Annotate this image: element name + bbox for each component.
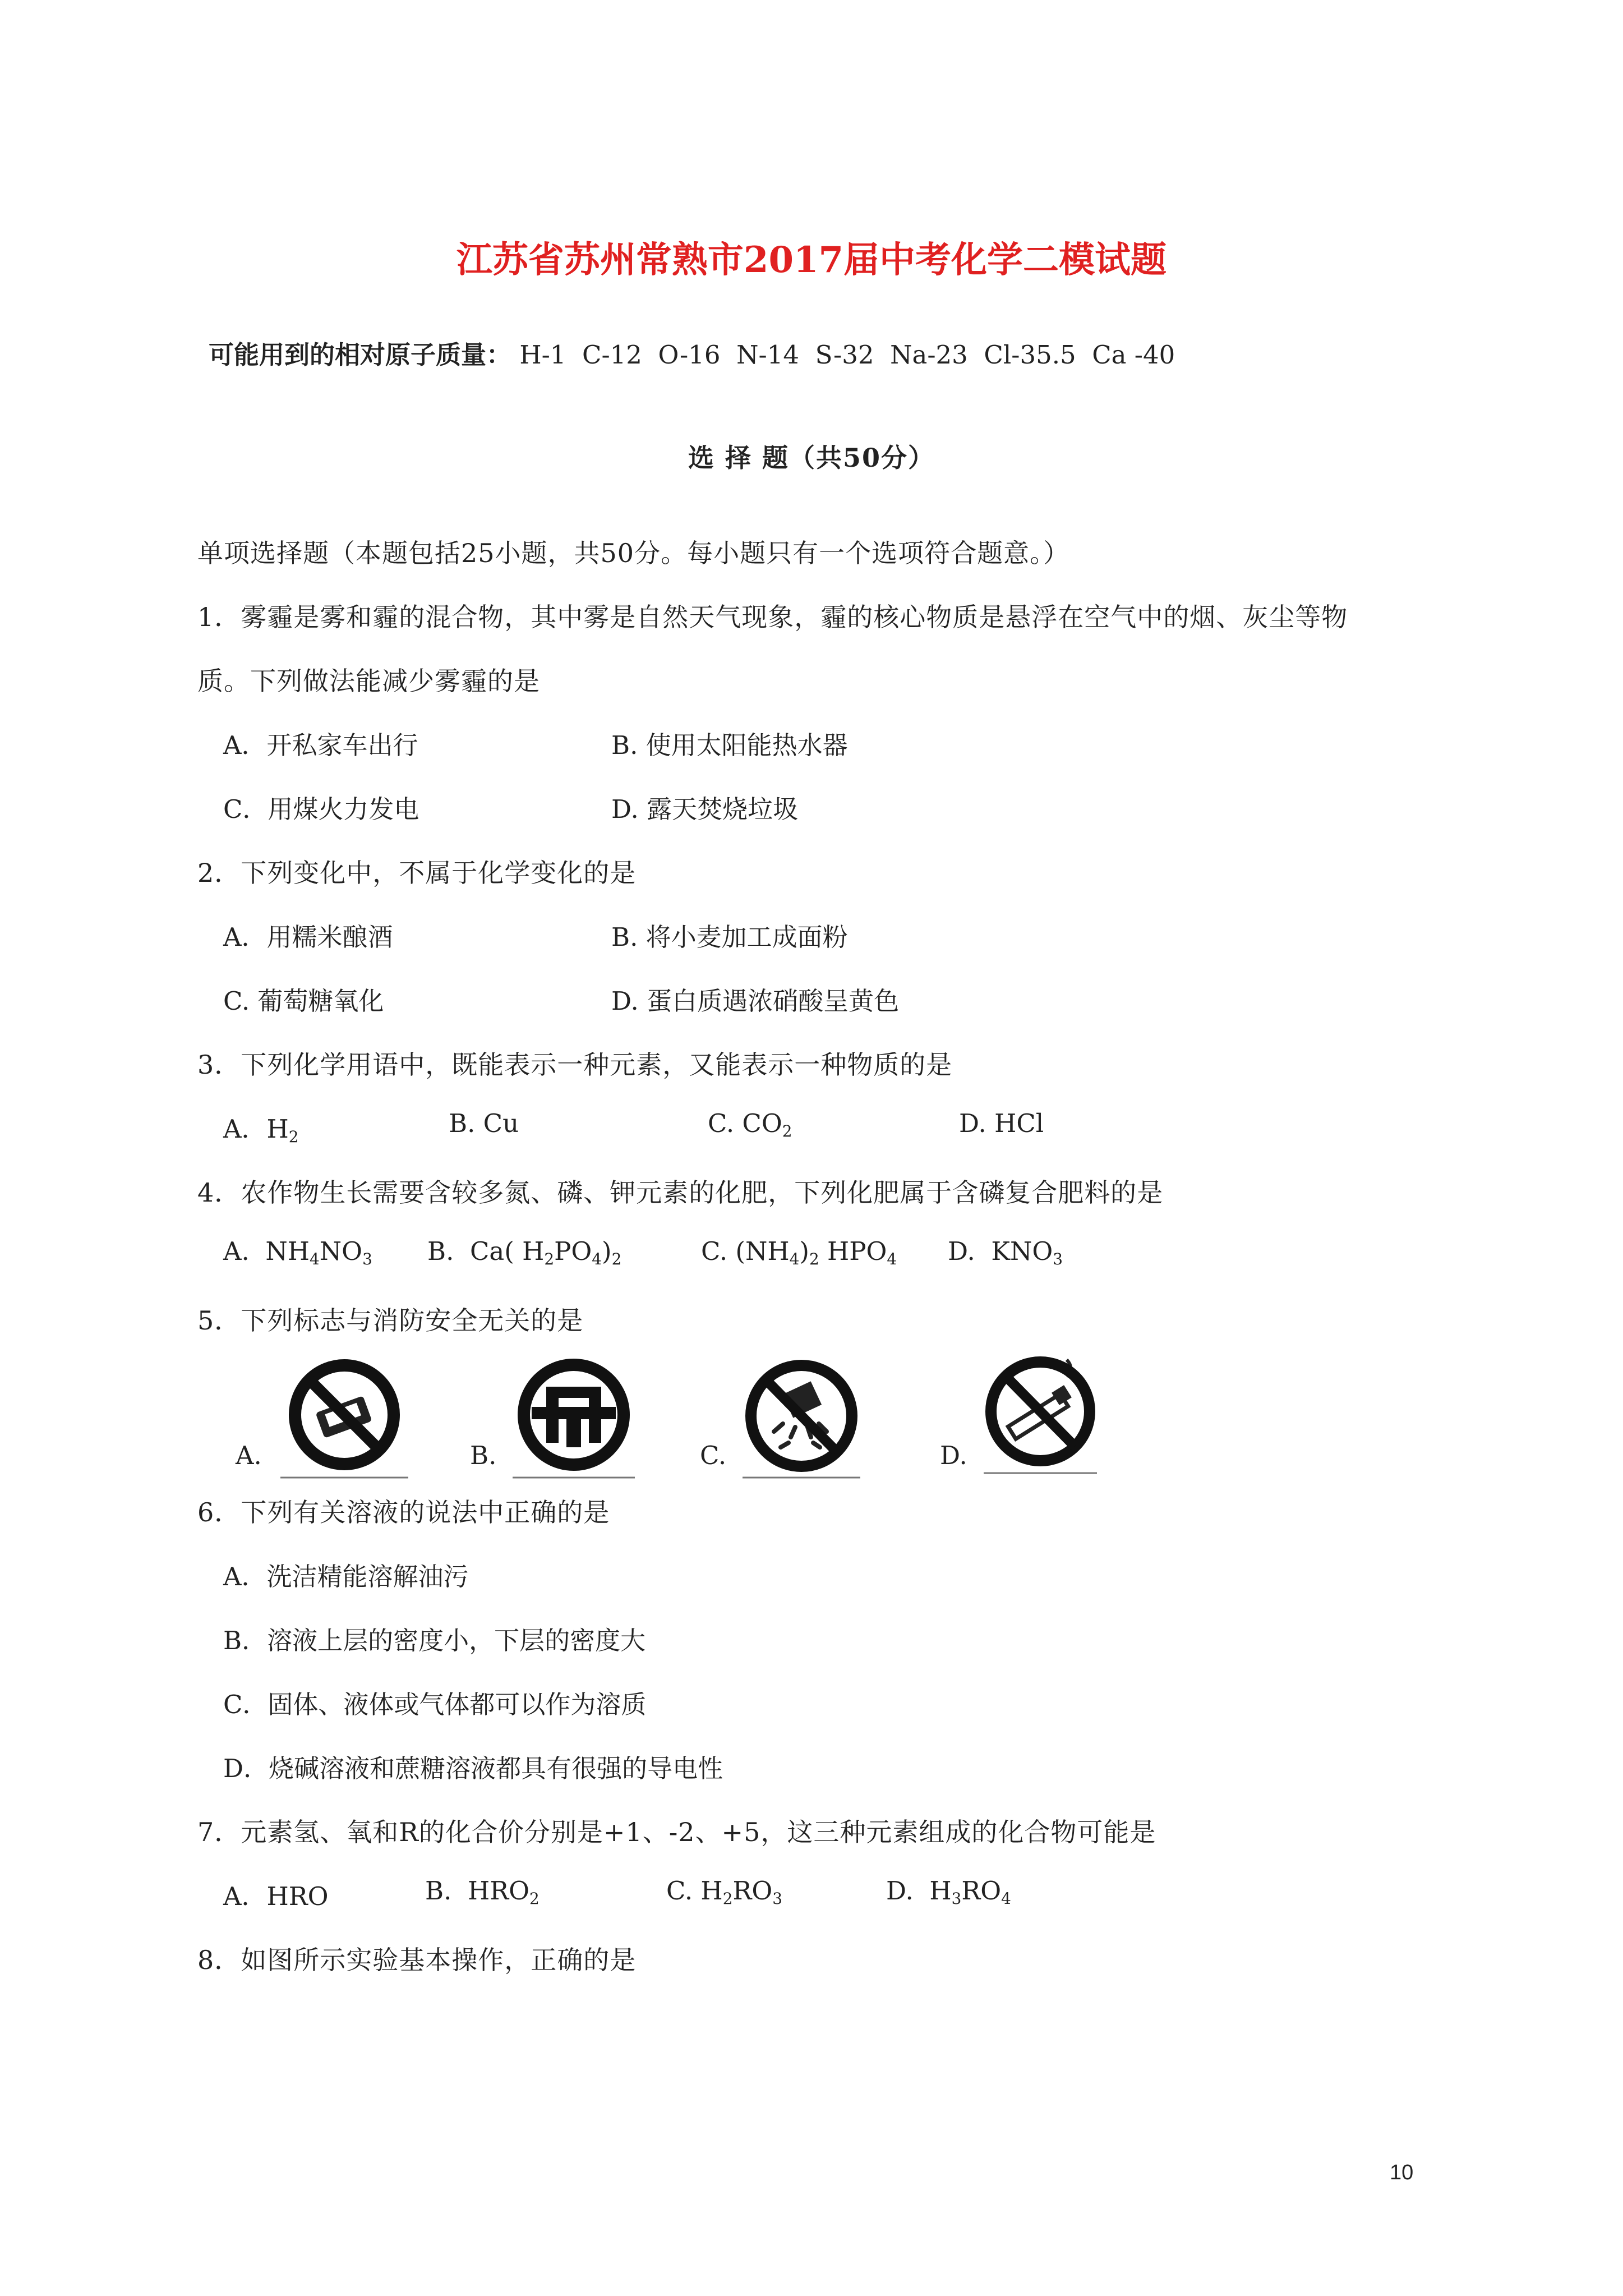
no-smoking-sign-icon [983,1349,1098,1474]
q3-option-c: C. $CO_2$ [708,1108,792,1140]
atomic-mass-values: H-1 C-12 O-16 N-14 S-32 Na-23 Cl-35.5 Ca -40 [519,340,1175,370]
q6-option-b: B．溶液上层的密度小，下层的密度大 [223,1626,646,1655]
q6-option-c: C．固体、液体或气体都可以作为溶质 [223,1690,647,1719]
q6-stem: 6．下列有关溶液的说法中正确的是 [197,1497,610,1527]
q3-option-b: B. Cu [449,1108,519,1138]
q4-option-b: B. Ca( $H_2PO_4)_2$ [427,1236,622,1268]
q2-option-b: B. 将小麦加工成面粉 [611,922,848,952]
q7-option-c: C. $H_2RO_3$ [666,1876,782,1908]
q1-option-a: A．开私家车出行 [223,730,418,760]
no-cooking-sign-icon [279,1353,409,1479]
instructions: 单项选择题（本题包括25小题，共50分。每小题只有一个选项符合题意。） [197,538,1070,568]
no-fireworks-sign-icon [741,1353,861,1479]
q7-option-d: D. $H_3RO_4$ [886,1876,1011,1908]
q4-option-a: A. $NH_4NO_3$ [223,1236,372,1268]
q1-option-b: B. 使用太阳能热水器 [611,730,848,760]
q5-option-b: B. [470,1441,497,1470]
fire-hydrant-sign-icon [511,1353,636,1479]
atomic-mass-line [209,334,1175,371]
q4-stem: 4．农作物生长需要含较多氮、磷、钾元素的化肥，下列化肥属于含磷复合肥料的是 [197,1177,1164,1208]
q8-stem: 8．如图所示实验基本操作，正确的是 [197,1945,637,1975]
q1-stem-line2: 质。下列做法能减少雾霾的是 [197,666,540,696]
q4-option-d: D. $KNO_3$ [948,1236,1063,1268]
q5-option-c: C. [700,1441,727,1470]
page-title: 江苏省苏州常熟市2017届中考化学二模试题 [456,239,1167,281]
q2-option-c: C. 葡萄糖氧化 [223,986,384,1016]
q3-stem: 3．下列化学用语中，既能表示一种元素，又能表示一种物质的是 [197,1050,953,1080]
q2-option-d: D. 蛋白质遇浓硝酸呈黄色 [611,986,900,1016]
q6-option-a: A．洗洁精能溶解油污 [223,1562,469,1591]
section-title: 选 择 题（共50分） [688,443,935,473]
q4-option-c: C. $(NH_4)_2$ $HPO_4$ [701,1236,897,1268]
q2-stem: 2．下列变化中，不属于化学变化的是 [197,858,637,888]
atomic-mass-label: 可能用到的相对原子质量： [209,340,512,370]
q1-option-d: D. 露天焚烧垃圾 [611,794,799,824]
q1-option-c: C．用煤火力发电 [223,794,419,824]
q6-option-d: D．烧碱溶液和蔗糖溶液都具有很强的导电性 [223,1754,723,1783]
page-number: 10 [1390,2161,1414,2184]
q7-option-b: B. $HRO_2$ [425,1876,540,1908]
q2-option-a: A．用糯米酿酒 [223,922,393,952]
q3-option-a: A．$H_2$ [223,1114,299,1146]
q3-option-d: D. HCl [959,1108,1044,1138]
q5-option-a: A. [236,1441,262,1470]
q5-stem: 5．下列标志与消防安全无关的是 [197,1305,584,1336]
q7-option-a: A．HRO [223,1881,329,1911]
q5-option-d: D. [940,1441,967,1470]
q7-stem: 7．元素氢、氧和R的化合价分别是+1、-2、+5，这三种元素组成的化合物可能是 [197,1817,1156,1847]
q1-stem-line1: 1．雾霾是雾和霾的混合物，其中雾是自然天气现象，霾的核心物质是悬浮在空气中的烟、灰尘等物 [197,602,1348,632]
